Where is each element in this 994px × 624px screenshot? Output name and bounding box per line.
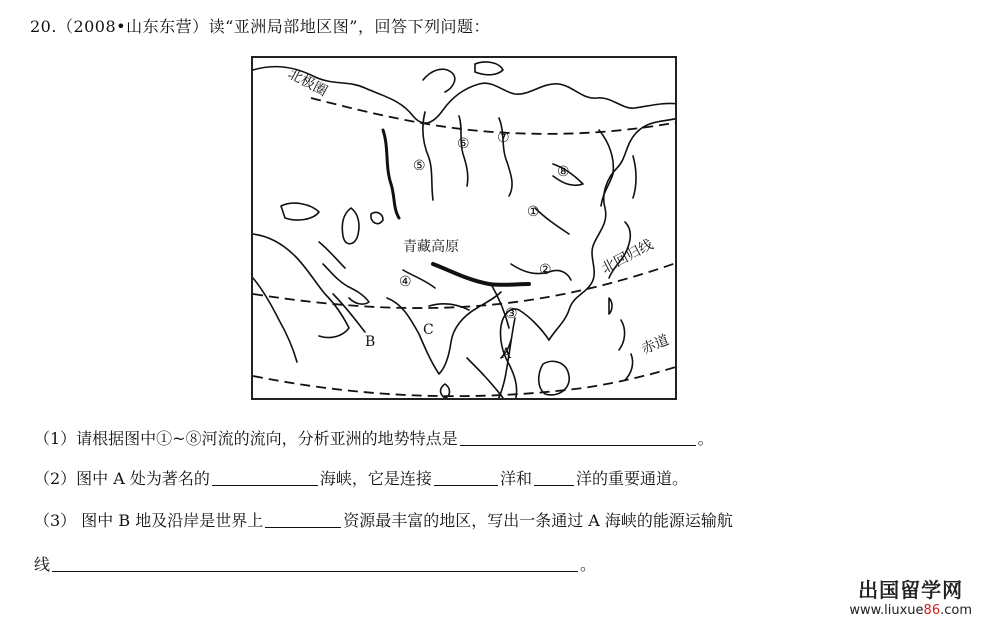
arctic-circle-line bbox=[311, 98, 677, 134]
q3-resource-blank[interactable] bbox=[265, 512, 341, 528]
label-plateau: 青藏高原 bbox=[403, 239, 459, 255]
watermark bbox=[849, 574, 972, 618]
label-river-4: ④ bbox=[399, 274, 412, 290]
taiwan bbox=[609, 298, 612, 314]
q1-answer-blank[interactable] bbox=[460, 430, 696, 446]
q3-end: 。 bbox=[580, 555, 597, 574]
q2-text-a: （2）图中 A 处为著名的 bbox=[34, 469, 210, 488]
philippines bbox=[619, 320, 633, 380]
mountain-ridge bbox=[383, 130, 399, 218]
q3-route-blank[interactable] bbox=[52, 556, 578, 572]
question-3-line2 bbox=[34, 552, 596, 575]
label-river-5: ⑤ bbox=[413, 158, 426, 174]
label-river-7: ⑦ bbox=[497, 130, 510, 146]
label-river-2: ② bbox=[539, 262, 552, 278]
sumatra bbox=[467, 358, 503, 398]
arctic-peninsula bbox=[423, 69, 455, 92]
label-river-6: ⑥ bbox=[457, 136, 470, 152]
aral-sea bbox=[371, 212, 383, 223]
q2-strait-blank[interactable] bbox=[212, 470, 318, 486]
label-river-1: ① bbox=[527, 204, 540, 220]
red-sea bbox=[253, 278, 297, 362]
sakhalin bbox=[633, 156, 636, 198]
question-2 bbox=[34, 466, 688, 489]
q2-text-d: 洋的重要通道。 bbox=[575, 469, 688, 488]
label-a: A bbox=[501, 346, 512, 362]
q2-text-b: 海峡，它是连接 bbox=[319, 469, 432, 488]
question-3 bbox=[34, 508, 733, 531]
caspian bbox=[342, 208, 359, 244]
q2-ocean1-blank[interactable] bbox=[434, 470, 498, 486]
q2-text-c: 洋和 bbox=[499, 469, 532, 488]
watermark-url-suffix: .com bbox=[940, 603, 972, 618]
black-sea bbox=[281, 203, 319, 220]
watermark-url-prefix: www.liuxue bbox=[849, 603, 924, 618]
watermark-name: 出国留学网 bbox=[858, 578, 964, 602]
q1-text: （1）请根据图中①~⑧河流的流向，分析亚洲的地势特点是 bbox=[34, 429, 458, 448]
q3-line2-text: 线 bbox=[34, 555, 51, 574]
map-drawing bbox=[253, 58, 677, 400]
label-equator: 赤道 bbox=[639, 332, 672, 358]
label-arctic-circle: 北极圈 bbox=[285, 65, 330, 100]
east-coast bbox=[549, 118, 677, 340]
q3-text-b: 资源最丰富的地区，写出一条通过 A 海峡的能源运输航 bbox=[343, 511, 733, 530]
kamchatka bbox=[599, 130, 613, 206]
q3-text-a: （3） 图中 B 地及沿岸是世界上 bbox=[34, 511, 264, 530]
arctic-island bbox=[475, 62, 503, 75]
equator-line bbox=[253, 366, 677, 396]
arabia bbox=[253, 234, 349, 338]
river-5 bbox=[423, 112, 433, 200]
watermark-url bbox=[849, 603, 972, 618]
question-1 bbox=[34, 426, 714, 449]
label-river-3: ③ bbox=[505, 306, 518, 322]
q1-end: 。 bbox=[697, 429, 714, 448]
label-tropic-of-cancer: 北回归线 bbox=[598, 236, 656, 278]
watermark-url-number: 86 bbox=[923, 603, 941, 618]
q2-ocean2-blank[interactable] bbox=[534, 470, 574, 486]
river-1 bbox=[535, 208, 569, 234]
label-b: B bbox=[365, 334, 376, 350]
label-c: C bbox=[423, 322, 434, 338]
asia-map bbox=[251, 56, 677, 400]
label-river-8: ⑧ bbox=[557, 164, 570, 180]
question-title: 20.（2008•山东东营）读“亚洲局部地区图”，回答下列问题： bbox=[30, 17, 490, 36]
